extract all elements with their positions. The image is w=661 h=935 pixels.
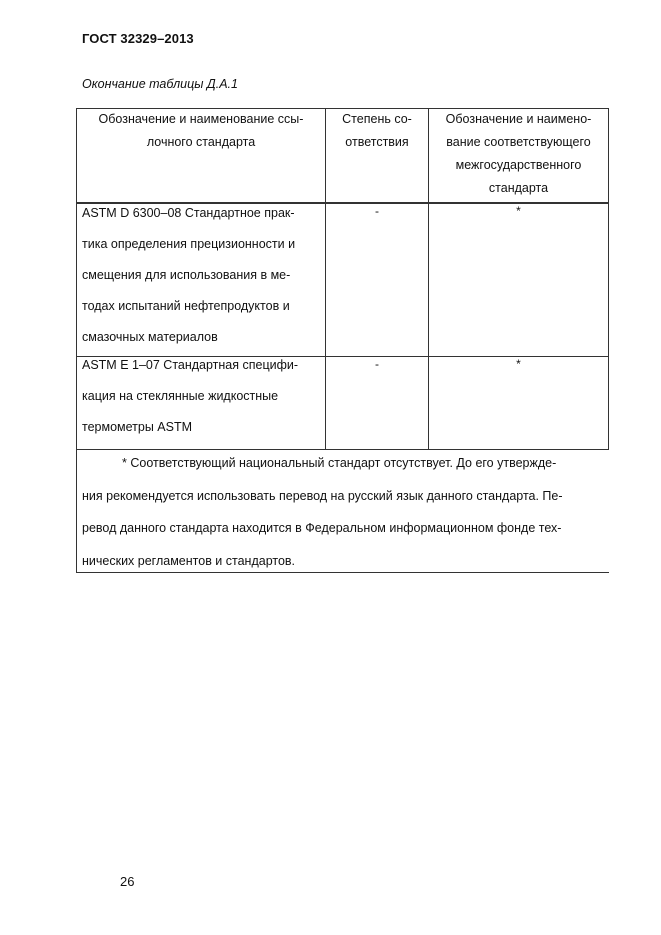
header-cell-reference-standard bbox=[78, 108, 324, 154]
table-border-right bbox=[608, 108, 609, 450]
header-line: лочного стандарта bbox=[146, 135, 256, 149]
header-line: межгосударственного bbox=[455, 158, 582, 172]
cell-line: тика определения прецизионности и bbox=[82, 237, 296, 251]
cell-line: тодах испытаний нефтепродуктов и bbox=[82, 299, 290, 313]
footnote-line: ревод данного стандарта находится в Федеральном информационном фонде тех- bbox=[82, 521, 562, 535]
header-line: стандарта bbox=[488, 181, 549, 195]
footnote-line: * Соответствующий национальный стандарт отсутствует. До его утвержде- bbox=[122, 456, 557, 470]
table-row-2-degree: - bbox=[375, 357, 379, 371]
header-cell-degree bbox=[326, 108, 428, 154]
header-cell-interstate-standard bbox=[429, 108, 608, 200]
cell-line: смазочных материалов bbox=[82, 330, 218, 344]
column-divider bbox=[325, 108, 326, 450]
header-line: Степень со- bbox=[342, 112, 412, 126]
header-line: вание соответствующего bbox=[446, 135, 591, 149]
table-row-2-designation bbox=[82, 350, 324, 443]
header-line: Обозначение и наименование ссы- bbox=[98, 112, 304, 126]
header-line: ответствия bbox=[345, 135, 409, 149]
table-row-1-interstate: * bbox=[516, 204, 521, 218]
table-row-1-designation bbox=[82, 198, 324, 353]
cell-line: ASTM E 1–07 Стандартная специфи- bbox=[82, 358, 299, 372]
table-caption: Окончание таблицы Д.А.1 bbox=[82, 77, 238, 91]
header-line: Обозначение и наимено- bbox=[445, 112, 592, 126]
page-number: 26 bbox=[120, 874, 135, 889]
footnote-line: ния рекомендуется использовать перевод на русский язык данного стандарта. Пе- bbox=[82, 488, 563, 503]
document-code: ГОСТ 32329–2013 bbox=[82, 31, 194, 46]
cell-line: смещения для использования в ме- bbox=[82, 268, 291, 282]
table-border-left bbox=[76, 108, 77, 573]
table-row-1-degree: - bbox=[375, 204, 379, 218]
cell-line: ASTM D 6300–08 Стандартное прак- bbox=[82, 206, 295, 220]
table-row-2-interstate: * bbox=[516, 357, 521, 371]
table-footnote bbox=[82, 447, 597, 577]
cell-line: кация на стеклянные жидкостные bbox=[82, 389, 279, 403]
footnote-line: нических регламентов и стандартов. bbox=[82, 553, 296, 568]
cell-line: термометры ASTM bbox=[82, 420, 193, 434]
